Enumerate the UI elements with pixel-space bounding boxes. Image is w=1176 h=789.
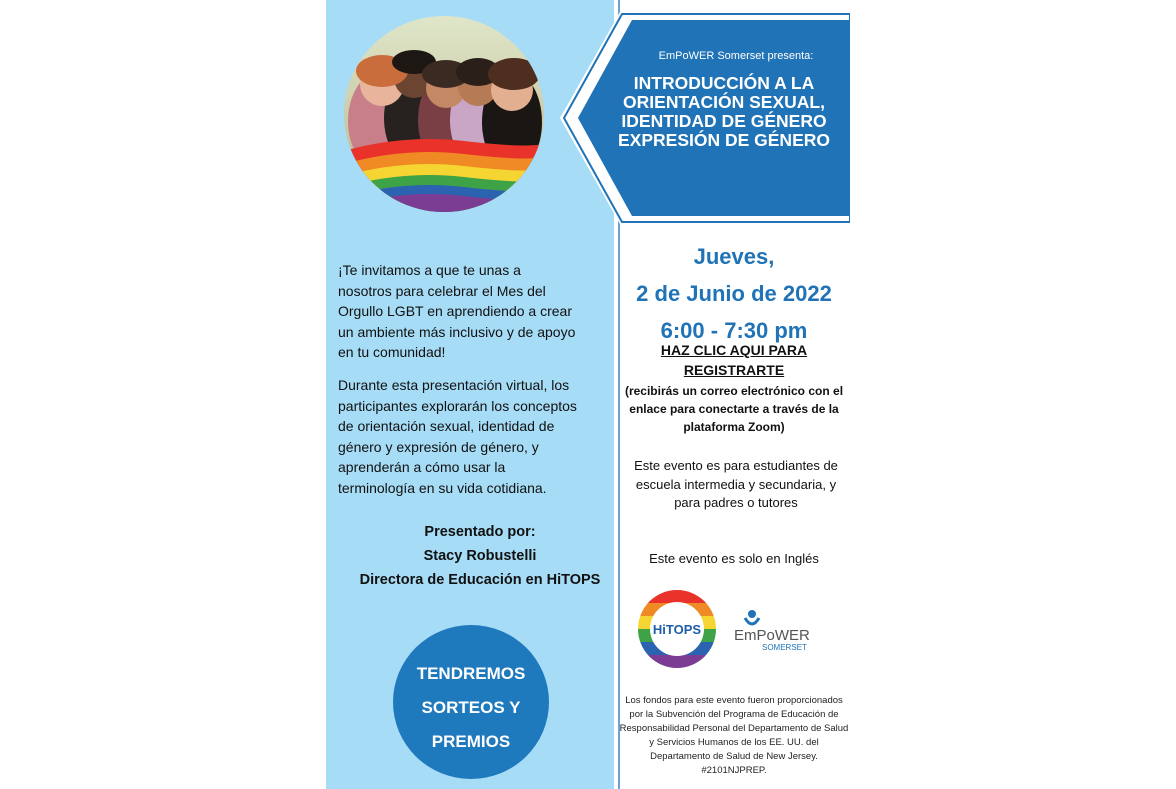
register-link[interactable]: HAZ CLIC AQUI PARA REGISTRARTE bbox=[660, 342, 808, 378]
description-paragraph: Durante esta presentación virtual, los participantes explorarán los conceptos de orientación sexual, identidad de género y expresión de género, y aprenderán a cómo usar la terminología en su vida cotidiana. bbox=[338, 377, 577, 496]
event-day: Jueves, bbox=[693, 244, 775, 269]
language-note: Este evento es solo en Inglés bbox=[649, 551, 819, 566]
event-datetime bbox=[618, 238, 850, 349]
register-note: (recibirás un correo electrónico con el enlace para conectarte a través de la plataforma Zoom) bbox=[624, 384, 844, 434]
event-date: 2 de Junio de 2022 bbox=[636, 281, 832, 306]
hitops-logo bbox=[632, 590, 722, 668]
event-title: INTRODUCCIÓN A LA ORIENTACIÓN SEXUAL, IDENTIDAD DE GÉNERO EXPRESIÓN DE GÉNERO bbox=[618, 73, 830, 150]
title-banner bbox=[560, 12, 850, 224]
flyer bbox=[326, 0, 850, 789]
intro-paragraph: ¡Te invitamos a que te unas a nosotros para celebrar el Mes del Orgullo LGBT en aprendiendo a crear un ambiente más inclusivo y de apoyo en tu comunidad! bbox=[338, 262, 576, 360]
funding-note: Los fondos para este evento fueron proporcionados por la Subvención del Programa de Educación de Responsabilidad Personal del Departamento de Salud y Servicios Humanos de los EE. UU. del Departamento de Salud de New Jersey. #2101NJPREP. bbox=[619, 695, 849, 776]
prize-circle bbox=[393, 625, 549, 779]
event-time: 6:00 - 7:30 pm bbox=[660, 318, 808, 343]
presenter-block bbox=[326, 520, 634, 592]
presenter-role: Directora de Educación en HiTOPS bbox=[359, 572, 601, 588]
hitops-logo-text: HiTOPS bbox=[652, 622, 702, 637]
empower-logo bbox=[730, 608, 840, 658]
presenter-line: EmPoWER Somerset presenta: bbox=[658, 50, 814, 62]
prize-text: TENDREMOS SORTEOS Y PREMIOS bbox=[416, 664, 526, 751]
group-photo bbox=[344, 16, 544, 212]
presented-by-label: Presentado por: bbox=[424, 524, 536, 540]
empower-logo-text: EmPoWER bbox=[734, 627, 810, 644]
empower-logo-sub: SOMERSET bbox=[762, 643, 807, 652]
presenter-name: Stacy Robustelli bbox=[423, 548, 537, 564]
audience-text: Este evento es para estudiantes de escuela intermedia y secundaria, y para padres o tutores bbox=[634, 458, 838, 510]
